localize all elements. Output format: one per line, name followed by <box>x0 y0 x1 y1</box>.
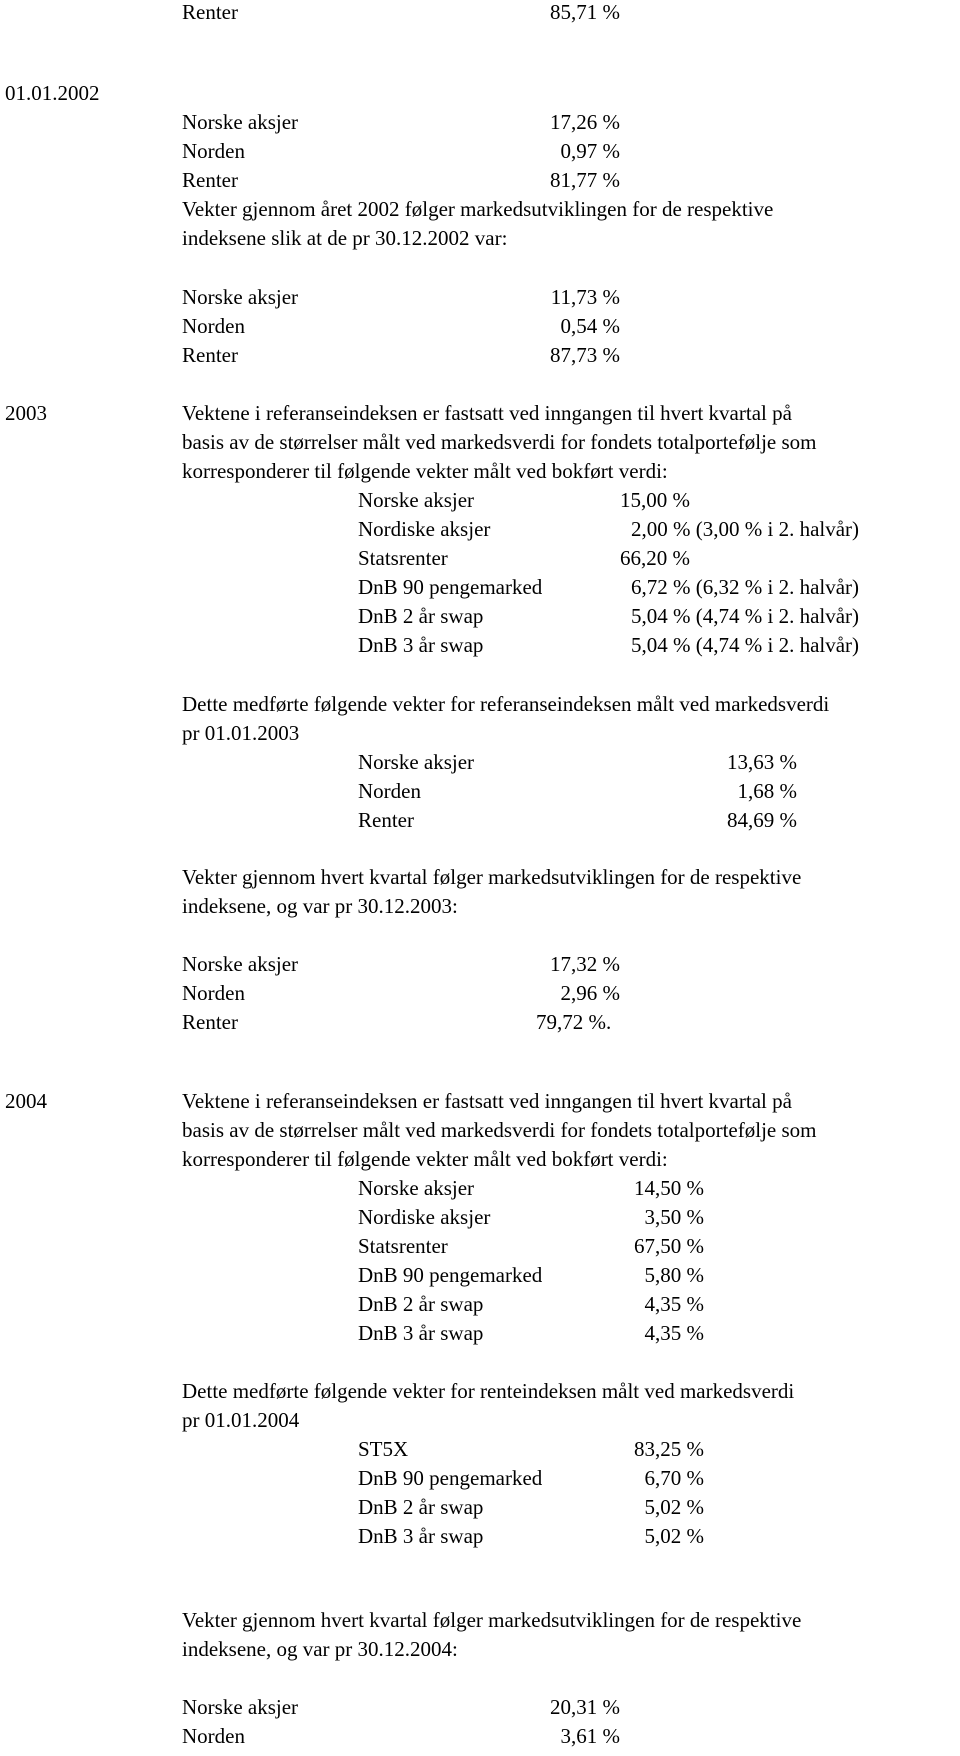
row-value: 4,35 % <box>644 1292 704 1316</box>
row-label: DnB 2 år swap <box>358 604 484 628</box>
row-value: 3,50 % <box>644 1205 704 1229</box>
paragraph-line: indeksene, og var pr 30.12.2003: <box>182 894 458 918</box>
section-date: 01.01.2002 <box>5 81 100 105</box>
row-label: Norske aksjer <box>182 285 299 309</box>
row-label: Norske aksjer <box>182 110 299 134</box>
paragraph-line: korresponderer til følgende vekter målt ved bokført verdi: <box>182 1147 668 1171</box>
paragraph-line: Vektene i referanseindeksen er fastsatt ved inngangen til hvert kvartal på <box>182 401 792 425</box>
row-label: DnB 90 pengemarked <box>358 1263 543 1287</box>
row-label: DnB 2 år swap <box>358 1495 484 1519</box>
row-value: 5,02 % <box>644 1524 704 1548</box>
row-label: Renter <box>182 0 238 24</box>
row-value: 1,68 % <box>737 779 797 803</box>
row-value: 5,04 % (4,74 % i 2. halvår) <box>631 633 860 657</box>
row-value: 13,63 % <box>727 750 797 774</box>
row-value: 5,80 % <box>644 1263 704 1287</box>
row-value: 81,77 % <box>550 168 620 192</box>
paragraph-line: Dette medførte følgende vekter for renteindeksen målt ved markedsverdi <box>182 1379 795 1403</box>
row-label: Norske aksjer <box>182 952 299 976</box>
row-label: DnB 90 pengemarked <box>358 1466 543 1490</box>
row-value: 11,73 % <box>550 285 620 309</box>
row-label: Norden <box>182 981 245 1005</box>
row-value: 20,31 % <box>550 1695 620 1719</box>
row-value: 84,69 % <box>727 808 797 832</box>
paragraph-line: Vekter gjennom året 2002 følger markedsutviklingen for de respektive <box>182 197 774 221</box>
paragraph-line: Vekter gjennom hvert kvartal følger markedsutviklingen for de respektive <box>182 1608 802 1632</box>
section-year: 2003 <box>5 401 47 425</box>
row-value: 0,54 % <box>560 314 620 338</box>
row-label: DnB 3 år swap <box>358 1524 484 1548</box>
row-value: 6,70 % <box>644 1466 704 1490</box>
row-value: 5,02 % <box>644 1495 704 1519</box>
row-value: 66,20 % <box>620 546 690 570</box>
paragraph-line: basis av de størrelser målt ved markedsverdi for fondets totalportefølje som <box>182 1118 817 1142</box>
paragraph-line: Dette medførte følgende vekter for referanseindeksen målt ved markedsverdi <box>182 692 830 716</box>
row-value: 83,25 % <box>634 1437 704 1461</box>
row-value: 14,50 % <box>634 1176 704 1200</box>
paragraph-line: pr 01.01.2004 <box>182 1408 300 1432</box>
row-label: Norske aksjer <box>358 488 475 512</box>
row-value: 67,50 % <box>634 1234 704 1258</box>
row-value: 17,32 % <box>550 952 620 976</box>
row-value: 0,97 % <box>560 139 620 163</box>
row-value: 4,35 % <box>644 1321 704 1345</box>
row-label: Norden <box>182 1724 245 1748</box>
paragraph-line: Vekter gjennom hvert kvartal følger markedsutviklingen for de respektive <box>182 865 802 889</box>
row-label: Renter <box>182 1010 238 1034</box>
row-value: 79,72 %. <box>536 1010 612 1034</box>
row-value: 2,00 % (3,00 % i 2. halvår) <box>631 517 860 541</box>
row-label: Nordiske aksjer <box>358 1205 491 1229</box>
row-value: 6,72 % (6,32 % i 2. halvår) <box>631 575 860 599</box>
paragraph-line: Vektene i referanseindeksen er fastsatt ved inngangen til hvert kvartal på <box>182 1089 792 1113</box>
section-year: 2004 <box>5 1089 47 1113</box>
row-label: DnB 3 år swap <box>358 1321 484 1345</box>
row-value: 2,96 % <box>560 981 620 1005</box>
paragraph-line: pr 01.01.2003 <box>182 721 300 745</box>
paragraph-line: korresponderer til følgende vekter målt ved bokført verdi: <box>182 459 668 483</box>
row-label: Statsrenter <box>358 1234 448 1258</box>
row-label: Renter <box>358 808 414 832</box>
row-label: Statsrenter <box>358 546 448 570</box>
row-label: Renter <box>182 343 238 367</box>
row-label: ST5X <box>358 1437 409 1461</box>
paragraph-line: indeksene, og var pr 30.12.2004: <box>182 1637 458 1661</box>
row-label: Norske aksjer <box>358 750 475 774</box>
row-value: 85,71 % <box>550 0 620 24</box>
row-value: 3,61 % <box>560 1724 620 1748</box>
row-label: Nordiske aksjer <box>358 517 491 541</box>
paragraph-line: indeksene slik at de pr 30.12.2002 var: <box>182 226 508 250</box>
row-label: DnB 90 pengemarked <box>358 575 543 599</box>
row-label: Norden <box>358 779 421 803</box>
row-label: Norden <box>182 314 245 338</box>
row-label: Norske aksjer <box>358 1176 475 1200</box>
row-label: Renter <box>182 168 238 192</box>
row-value: 5,04 % (4,74 % i 2. halvår) <box>631 604 860 628</box>
row-label: Norden <box>182 139 245 163</box>
row-label: Norske aksjer <box>182 1695 299 1719</box>
row-label: DnB 3 år swap <box>358 633 484 657</box>
row-label: DnB 2 år swap <box>358 1292 484 1316</box>
row-value: 15,00 % <box>620 488 690 512</box>
row-value: 17,26 % <box>550 110 620 134</box>
row-value: 87,73 % <box>550 343 620 367</box>
paragraph-line: basis av de størrelser målt ved markedsverdi for fondets totalportefølje som <box>182 430 817 454</box>
